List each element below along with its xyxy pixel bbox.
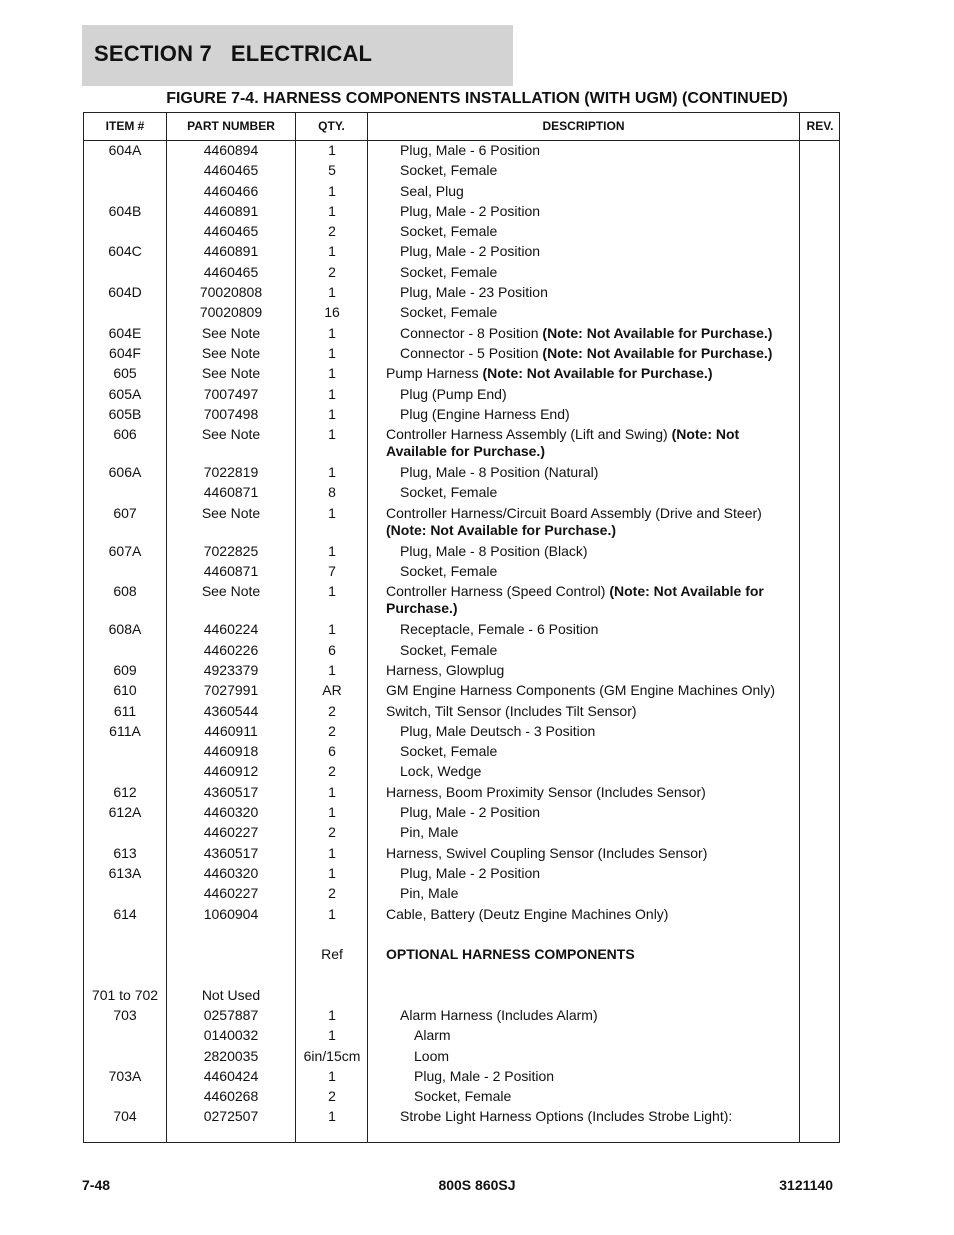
table-row [84,263,841,283]
part-number: 4460912 [203,763,259,780]
quantity: 1 [328,542,336,559]
quantity: 8 [328,484,336,501]
description [400,723,796,740]
col-header-description: DESCRIPTION [542,119,625,133]
description-text: Plug, Male - 8 Position (Natural) [400,464,599,481]
table-row [84,283,841,303]
description [400,1108,796,1125]
description-text: Controller Harness (Speed Control) [386,583,610,600]
item-number: 608A [108,621,142,638]
description-text: Harness, Swivel Coupling Sensor (Includes Sensor) [386,844,708,861]
quantity: 2 [328,722,336,739]
quantity: 1 [328,661,336,678]
table-row [84,641,841,661]
section-header-band [82,25,513,86]
part-number: 7007498 [203,405,259,422]
description-note: (Note: Not Available for Purchase.) [386,583,764,617]
table-row [84,661,841,681]
description [386,682,796,699]
table-row [84,905,841,925]
description-text: Socket, Female [400,223,498,240]
part-number: 7007497 [203,385,259,402]
quantity: 1 [328,243,336,260]
description [414,1088,796,1105]
description-text: Socket, Female [414,1088,512,1105]
table-row [84,783,841,803]
description [400,621,796,638]
table-row [84,242,841,262]
table-row [84,803,841,823]
description-text: Loom [414,1047,450,1064]
description-text: Plug, Male - 2 Position [400,804,541,821]
part-number: 4460320 [203,804,259,821]
table-row [84,1047,841,1067]
item-number: 701 to 702 [91,986,159,1003]
part-number: 7027991 [203,682,259,699]
item-number: 703 [113,1006,137,1023]
part-number: 4460911 [204,722,258,739]
part-number: 2820035 [203,1047,259,1064]
description-text: Cable, Battery (Deutz Engine Machines Only) [386,905,669,922]
description-text: Socket, Female [400,743,498,760]
col-header-rev: REV. [806,119,834,133]
description-note: (Note: Not Available for Purchase.) [386,426,740,460]
part-number: 4460226 [203,641,259,658]
description [400,345,796,362]
quantity: 2 [328,702,336,719]
quantity: 1 [328,344,336,361]
description-note: (Note: Not Available for Purchase.) [542,344,773,361]
description [400,464,796,481]
description [386,365,796,382]
description-note: OPTIONAL HARNESS COMPONENTS [386,946,635,963]
description-text: Plug, Male - 6 Position [400,142,541,158]
quantity: 2 [328,885,336,902]
quantity: 7 [328,563,336,580]
item-number: 605 [113,365,137,382]
part-number: 7022825 [203,542,259,559]
quantity: 1 [328,202,336,219]
quantity: 1 [328,504,336,521]
part-number: Not Used [201,986,261,1003]
description [386,426,796,460]
description-text: Alarm Harness (Includes Alarm) [400,1006,598,1023]
description [400,243,796,260]
table-row [84,542,841,562]
quantity: 5 [328,162,336,179]
table-row [84,1107,841,1127]
table-row [84,463,841,483]
table-row [84,681,841,701]
description [414,1027,796,1044]
part-number: 4460227 [203,885,259,902]
part-number: 4460466 [203,182,259,199]
table-row [84,1067,841,1087]
description [400,325,796,342]
quantity: 2 [328,763,336,780]
description [400,865,796,882]
quantity: 1 [328,583,336,600]
description [400,763,796,780]
description-text: Harness, Glowplug [386,661,505,678]
description [400,804,796,821]
quantity: 1 [328,1006,336,1023]
item-number: 609 [113,661,137,678]
part-number: See Note [201,344,261,361]
quantity: 1 [328,182,336,199]
description-text: Plug (Engine Harness End) [400,405,570,422]
part-number: 0140032 [203,1027,259,1044]
item-number: 607 [113,504,137,521]
description-text: Plug, Male - 23 Position [400,284,548,301]
quantity: 1 [328,405,336,422]
description [400,386,796,403]
description [400,406,796,423]
part-number: 4460227 [203,824,259,841]
item-number: 611 [113,702,137,719]
description [400,162,796,179]
description-text: Plug, Male - 8 Position (Black) [400,542,588,559]
item-number: 606A [108,464,142,481]
part-number: 4923379 [203,661,259,678]
quantity: 1 [328,804,336,821]
table-row [84,504,841,542]
table-row [84,925,841,945]
model-number: 800S 860SJ [438,1177,516,1193]
table-row [84,844,841,864]
description [400,563,796,580]
quantity: AR [322,682,342,699]
part-number: 4460320 [203,864,259,881]
description-text: Socket, Female [400,162,498,179]
description-text: Socket, Female [400,304,498,321]
table-row [84,324,841,344]
description [400,203,796,220]
description-text: Controller Harness/Circuit Board Assembly (Drive and Steer) [386,504,762,521]
part-number: 4360544 [203,702,259,719]
description-text: Plug, Male - 2 Position [400,202,541,219]
description-note: (Note: Not Available for Purchase.) [482,365,713,382]
item-number: 704 [113,1108,137,1125]
quantity: 2 [328,263,336,280]
part-number: 4460465 [203,263,259,280]
description-text: Connector - 8 Position [400,324,543,341]
part-number: 4460918 [203,743,259,760]
table-row [84,1026,841,1046]
description [400,543,796,560]
part-number: See Note [201,365,261,382]
description [400,743,796,760]
description-text: Receptacle, Female - 6 Position [400,621,599,638]
description-text: Pin, Male [400,885,459,902]
part-number: See Note [201,426,261,443]
table-row [84,303,841,323]
description [386,946,796,963]
col-header-qty: QTY. [318,119,345,133]
part-number: 4460871 [203,484,259,501]
table-row [84,762,841,782]
part-number: 1060904 [203,905,259,922]
quantity: 1 [328,365,336,382]
quantity: 1 [328,324,336,341]
description [400,824,796,841]
part-number: 4460871 [203,563,259,580]
item-number: 612A [108,804,142,821]
description-text: GM Engine Harness Components (GM Engine Machines Only) [386,682,776,699]
part-number: 70020808 [199,284,263,301]
item-number: 604F [109,344,141,361]
item-number: 613A [108,864,142,881]
item-number: 604E [108,324,142,341]
table-row [84,945,841,965]
quantity: 6in/15cm [303,1047,361,1064]
page-number: 7-48 [82,1177,111,1193]
item-number: 613 [113,844,137,861]
table-row [84,385,841,405]
part-number: 4460894 [203,142,259,158]
description [386,662,796,679]
description [400,284,796,301]
quantity: 1 [328,864,336,881]
description-text: Plug, Male Deutsch - 3 Position [400,722,596,739]
quantity: 1 [328,142,336,158]
description-text: Socket, Female [400,263,498,280]
item-number: 607A [108,542,142,559]
description-text: Alarm [414,1027,451,1044]
part-number: 70020809 [199,304,263,321]
part-number: 4460891 [203,243,259,260]
description-text: Socket, Female [400,484,498,501]
description-text: Connector - 5 Position [400,344,543,361]
part-number: 0257887 [203,1006,259,1023]
table-row [84,986,841,1006]
description-text: Pin, Male [400,824,459,841]
part-number: See Note [201,324,261,341]
table-row [84,823,841,843]
quantity: 2 [328,824,336,841]
item-number: 605A [108,385,142,402]
description [400,642,796,659]
part-number: 0272507 [203,1108,259,1125]
col-header-item: ITEM # [105,119,145,133]
quantity: 2 [328,223,336,240]
table-row [84,1087,841,1107]
description [386,505,796,539]
description-text: Pump Harness [386,365,483,382]
description-text: Socket, Female [400,641,498,658]
quantity: Ref [321,946,343,963]
table-row [84,405,841,425]
quantity: 1 [328,464,336,481]
description-text: Seal, Plug [400,182,464,199]
table-row [84,364,841,384]
description-text: Socket, Female [400,563,498,580]
part-number: 4460424 [203,1067,259,1084]
description-text: Plug (Pump End) [400,385,507,402]
item-number: 610 [113,682,137,699]
table-row [84,884,841,904]
table-row [84,425,841,463]
quantity: 6 [328,641,336,658]
quantity: 6 [328,743,336,760]
table-row [84,222,841,242]
description-note: (Note: Not Available for Purchase.) [386,521,617,538]
parts-table [83,112,840,1143]
quantity: 1 [328,426,336,443]
section-title: SECTION 7 ELECTRICAL [94,41,373,66]
description [400,484,796,501]
quantity: 1 [328,783,336,800]
quantity: 1 [328,385,336,402]
description [400,183,796,200]
quantity: 16 [324,304,340,321]
table-row [84,483,841,503]
part-number: 4360517 [203,844,259,861]
item-number: 604D [108,284,142,301]
col-header-part-number: PART NUMBER [187,119,275,133]
description-text: Plug, Male - 2 Position [400,864,541,881]
description-text: Strobe Light Harness Options (Includes Strobe Light): [400,1108,733,1125]
table-row [84,344,841,364]
description-text: Plug, Male - 2 Position [414,1067,555,1084]
table-row [84,182,841,202]
quantity: 2 [328,1088,336,1105]
item-number: 604C [108,243,142,260]
description [400,1007,796,1024]
description-text: Controller Harness Assembly (Lift and Swing) [386,426,672,443]
table-row [84,864,841,884]
quantity: 1 [328,844,336,861]
quantity: 1 [328,1108,336,1125]
part-number: 4360517 [203,783,259,800]
description [386,583,796,617]
item-number: 606 [113,426,137,443]
item-number: 703A [108,1067,142,1084]
quantity: 1 [328,284,336,301]
part-number: 4460224 [203,621,259,638]
description [400,264,796,281]
document-number: 3121140 [779,1177,833,1193]
description-text: Harness, Boom Proximity Sensor (Includes Sensor) [386,783,706,800]
table-row [84,141,841,161]
description [414,1068,796,1085]
part-number: See Note [201,504,261,521]
description [400,304,796,321]
quantity: 1 [328,621,336,638]
item-number: 614 [113,905,137,922]
item-number: 605B [108,405,142,422]
table-row [84,202,841,222]
quantity: 1 [328,1067,336,1084]
quantity: 1 [328,905,336,922]
description [386,784,796,801]
part-number: 4460465 [203,223,259,240]
description-text: Plug, Male - 2 Position [400,243,541,260]
figure-title: FIGURE 7-4. HARNESS COMPONENTS INSTALLATION (WITH UGM) (CONTINUED) [166,90,788,107]
table-row [84,722,841,742]
description [400,142,796,159]
item-number: 604B [108,202,142,219]
table-row [84,620,841,640]
item-number: 612 [113,783,137,800]
table-row [84,582,841,620]
description [414,1048,796,1065]
description [400,223,796,240]
description [386,845,796,862]
table-row [84,742,841,762]
table-body [84,141,841,1128]
part-number: 7022819 [203,464,259,481]
part-number: 4460891 [203,202,259,219]
quantity: 1 [328,1027,336,1044]
table-row [84,1006,841,1026]
table-row [84,702,841,722]
table-row [84,161,841,181]
item-number: 611A [109,722,141,739]
part-number: See Note [201,583,261,600]
item-number: 604A [108,142,142,158]
table-row [84,562,841,582]
description-text: Switch, Tilt Sensor (Includes Tilt Sensor) [386,702,637,719]
description-note: (Note: Not Available for Purchase.) [542,324,773,341]
description [386,906,796,923]
item-number: 608 [113,583,137,600]
description [386,703,796,720]
description [400,885,796,902]
part-number: 4460465 [203,162,259,179]
description-text: Lock, Wedge [400,763,482,780]
table-row [84,965,841,985]
part-number: 4460268 [203,1088,259,1105]
